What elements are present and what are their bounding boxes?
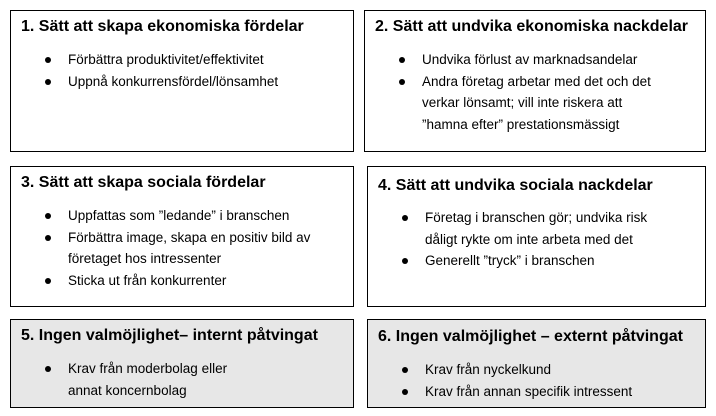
- box-title: 5. Ingen valmöjlighet– internt påtvingat: [21, 327, 318, 344]
- box-create-social-advantages: [10, 166, 354, 307]
- bullet-icon: [402, 389, 408, 395]
- bullet-line: företaget hos intressenter: [68, 251, 222, 266]
- bullet-item: [368, 250, 705, 272]
- bullet-item: [11, 270, 353, 292]
- bullet-item: [11, 205, 353, 227]
- box-title: 6. Ingen valmöjlighet – externt påtvingat: [378, 328, 683, 345]
- bullet-icon: [402, 258, 408, 264]
- bullet-item: [11, 49, 353, 71]
- box-internally-forced: [10, 319, 354, 408]
- bullet-line: Andra företag arbetar med det och det: [422, 73, 651, 89]
- bullet-line: Uppfattas som ”ledande” i branschen: [68, 208, 290, 223]
- bullet-icon: [45, 235, 51, 241]
- bullet-icon: [399, 57, 405, 63]
- box-avoid-social-disadvantages: [367, 166, 706, 307]
- bullet-list: [11, 358, 353, 401]
- bullet-item: [365, 71, 705, 136]
- bullet-line: Krav från annan specifik intressent: [425, 383, 633, 399]
- box-title: 4. Sätt att undvika sociala nackdelar: [378, 177, 653, 194]
- bullet-icon: [399, 79, 405, 85]
- box-title: 1. Sätt att skapa ekonomiska fördelar: [21, 18, 304, 35]
- bullet-item: [368, 381, 705, 403]
- box-title: 3. Sätt att skapa sociala fördelar: [21, 174, 266, 191]
- bullet-icon: [45, 366, 51, 372]
- box-title: 2. Sätt att undvika ekonomiska nackdelar: [375, 18, 689, 35]
- bullet-item: [11, 227, 353, 270]
- bullet-item: [368, 207, 705, 250]
- bullet-icon: [402, 215, 408, 221]
- bullet-item: [11, 71, 353, 93]
- bullet-list: [365, 49, 705, 135]
- bullet-line: ”hamna efter” prestationsmässigt: [422, 116, 620, 132]
- bullet-line: Uppnå konkurrensfördel/lönsamhet: [68, 73, 279, 89]
- bullet-line: annat koncernbolag: [68, 382, 187, 398]
- bullet-line: Förbättra produktivitet/effektivitet: [68, 52, 264, 67]
- box-avoid-economic-disadvantages: [364, 10, 706, 152]
- bullet-line: Undvika förlust av marknadsandelar: [422, 52, 638, 67]
- bullet-list: [11, 49, 353, 92]
- bullet-list: [368, 207, 705, 272]
- box-create-economic-advantages: [10, 10, 354, 152]
- bullet-icon: [45, 213, 51, 219]
- bullet-line: dåligt rykte om inte arbeta med det: [425, 231, 633, 247]
- bullet-line: Företag i branschen gör; undvika risk: [425, 210, 648, 225]
- bullet-line: verkar lönsamt; vill inte riskera att: [422, 95, 623, 110]
- bullet-line: Förbättra image, skapa en positiv bild av: [68, 229, 311, 245]
- bullet-icon: [402, 367, 408, 373]
- bullet-list: [11, 205, 353, 291]
- bullet-item: [365, 49, 705, 71]
- bullet-item: [368, 359, 705, 381]
- bullet-icon: [45, 79, 51, 85]
- bullet-line: Krav från nyckelkund: [425, 362, 552, 377]
- bullet-line: Krav från moderbolag eller: [68, 361, 228, 376]
- box-externally-forced: [367, 319, 706, 408]
- bullet-list: [368, 359, 705, 402]
- bullet-item: [11, 358, 353, 401]
- bullet-icon: [45, 57, 51, 63]
- bullet-line: Generellt ”tryck” i branschen: [425, 253, 595, 268]
- bullet-icon: [45, 278, 51, 284]
- bullet-line: Sticka ut från konkurrenter: [68, 272, 227, 288]
